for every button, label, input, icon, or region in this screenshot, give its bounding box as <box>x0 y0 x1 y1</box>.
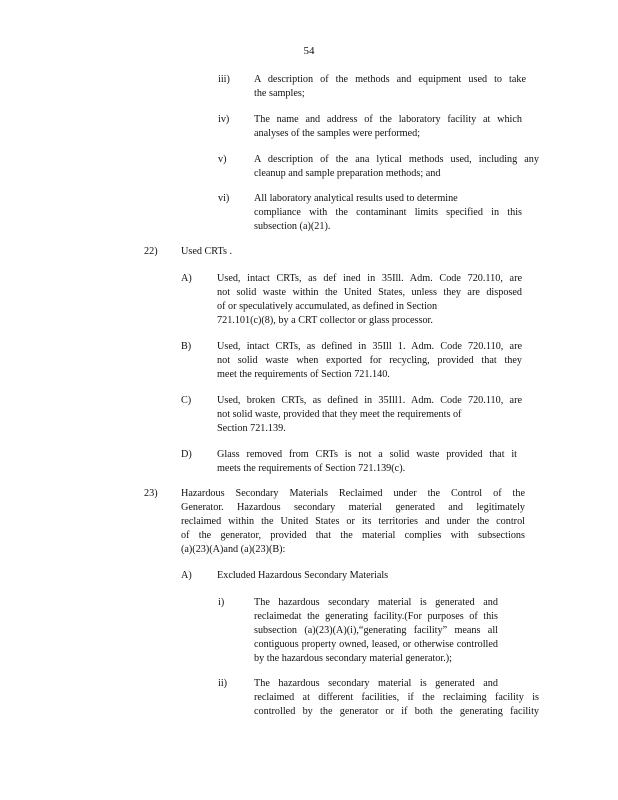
item-marker: 22) <box>144 246 158 257</box>
text-line: controlled by the generator or if both the generating facility <box>254 706 539 717</box>
item-text <box>217 340 522 382</box>
item-text <box>254 677 539 719</box>
item-marker: ii) <box>218 678 228 689</box>
item-marker: D) <box>181 449 192 460</box>
text-line: Generator. Hazardous secondary material generated and legitimately <box>181 502 525 513</box>
text-line: analyses of the samples were performed; <box>254 128 421 139</box>
text-line: cleanup and sample preparation methods; and <box>254 168 441 179</box>
text-line: Glass removed from CRTs is not a solid waste provided that it <box>217 449 517 460</box>
item-text <box>254 192 522 234</box>
text-line: subsection (a)(23)(A)(i),“generating facility” means all <box>254 625 498 636</box>
text-line: Excluded Hazardous Secondary Materials <box>217 570 389 581</box>
item-text <box>217 448 517 476</box>
text-line: reclaimedat the generating facility.(For purposes of this <box>254 611 498 622</box>
item-marker: 23) <box>144 488 158 499</box>
text-line: The name and address of the laboratory facility at which <box>254 114 522 125</box>
text-line: meets the requirements of Section 721.139(c). <box>217 463 406 474</box>
item-marker: A) <box>181 273 192 284</box>
text-line: Used, intact CRTs, as def ined in 35Ill. Adm. Code 720.110, are <box>217 273 522 284</box>
item-marker: v) <box>218 154 227 165</box>
item-marker: iii) <box>218 74 230 85</box>
text-line: A description of the methods and equipment used to take <box>254 74 526 85</box>
text-line: 721.101(c)(8), by a CRT collector or glass processor. <box>217 315 433 326</box>
text-line: Hazardous Secondary Materials Reclaimed under the Control of the <box>181 488 525 499</box>
item-text <box>254 596 498 666</box>
text-line: of or speculatively accumulated, as defined in Section <box>217 301 438 312</box>
item-marker: iv) <box>218 114 230 125</box>
item-marker: C) <box>181 395 192 406</box>
text-line: the samples; <box>254 88 305 99</box>
text-line: of the generator, provided that the material complies with subsections <box>181 530 525 541</box>
text-line: not solid waste when exported for recycling, provided that they <box>217 355 522 366</box>
text-line: Used, intact CRTs, as defined in 35Ill 1. Adm. Code 720.110, are <box>217 341 522 352</box>
text-line: contiguous property owned, leased, or otherwise controlled <box>254 639 498 650</box>
text-line: compliance with the contaminant limits specified in this <box>254 207 522 218</box>
item-marker: i) <box>218 597 225 608</box>
text-line: not solid waste within the United States, unless they are disposed <box>217 287 522 298</box>
item-text <box>254 113 522 141</box>
text-line: by the hazardous secondary material generator.); <box>254 653 453 664</box>
text-line: Section 721.139. <box>217 423 286 434</box>
item-text <box>181 487 525 557</box>
text-line: reclaimed at different facilities, if the reclaiming facility is <box>254 692 539 703</box>
item-marker: B) <box>181 341 192 352</box>
item-text <box>254 153 539 181</box>
text-line: The hazardous secondary material is generated and <box>254 597 498 608</box>
item-marker: vi) <box>218 193 230 204</box>
item-text <box>217 394 522 436</box>
text-line: Used CRTs . <box>181 246 233 257</box>
item-text <box>217 569 457 583</box>
page-number: 54 <box>303 45 315 57</box>
text-line: The hazardous secondary material is generated and <box>254 678 498 689</box>
item-marker: A) <box>181 570 192 581</box>
text-line: Used, broken CRTs, as defined in 35Ill1. Adm. Code 720.110, are <box>217 395 522 406</box>
text-line: subsection (a)(21). <box>254 221 331 232</box>
text-line: All laboratory analytical results used to determine <box>254 193 458 204</box>
text-line: meet the requirements of Section 721.140. <box>217 369 390 380</box>
text-line: (a)(23)(A)and (a)(23)(B): <box>181 544 286 555</box>
text-line: A description of the ana lytical methods used, including any <box>254 154 539 165</box>
item-text <box>181 245 381 259</box>
text-line: not solid waste, provided that they meet the requirements of <box>217 409 462 420</box>
text-line: reclaimed within the United States or its territories and under the control <box>181 516 525 527</box>
item-text <box>254 73 526 101</box>
item-text <box>217 272 522 328</box>
